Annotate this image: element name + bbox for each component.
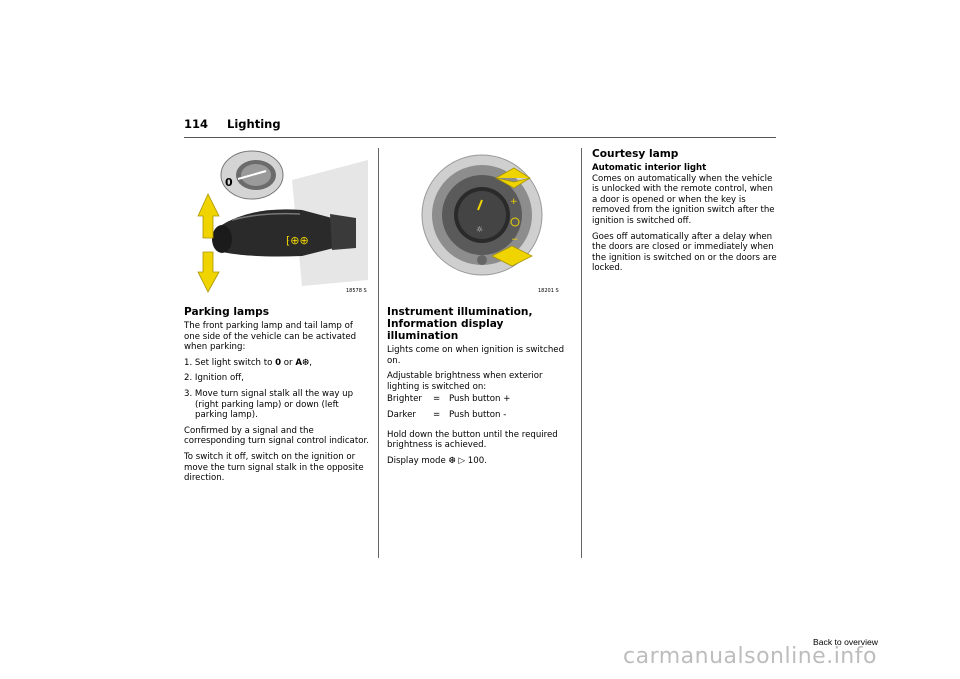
svg-text:−: − [511,235,519,245]
header-rule [184,137,776,138]
step-3: 3. Move turn signal stalk all the way up (right parking lamp) or down (left parking lamp). [184,388,354,421]
display-mode-reference: Display mode ❆ ▷ 100. [387,455,487,466]
switch-off-paragraph: To switch it off, switch on the ignition or move the turn signal stalk in the opposite direction. [184,451,364,484]
brightness-table [387,394,573,420]
parking-lamps-heading: Parking lamps [184,306,270,318]
step-2: 2. Ignition off, [184,373,244,384]
page-number: 114 [184,117,209,131]
column-divider-1 [378,148,379,558]
parking-intro: The front parking lamp and tail lamp of one side of the vehicle can be activated when parking: [184,321,357,353]
switch-position-label: 0 [225,176,233,189]
illumination-para-3: Hold down the button until the required brightness is achieved. [387,429,558,451]
page-header [184,117,281,131]
illumination-para-2: Adjustable brightness when exterior lighting is switched on: [387,371,543,392]
watermark: carmanualsonline.info [623,644,877,669]
courtesy-para-2: Goes off automatically after a delay when the doors are closed or immediately when the ignition is switched on or the doors are locked. [592,231,777,274]
svg-text:☼: ☼ [476,225,484,234]
dial-figure [388,152,572,296]
automatic-interior-light-subheading: Automatic interior light [592,163,707,173]
table-cell: Brighter [387,394,422,405]
step-1: 1. Set light switch to 0 or A❆, [184,357,312,368]
column-parking-lamps [184,306,370,489]
column-instrument-illumination [387,306,573,471]
table-cell: Push button + [449,394,511,405]
instrument-illumination-heading: Instrument illumination, Information display illumination [387,306,533,342]
figure-code: 18578 S [346,288,367,294]
table-cell: = [433,409,441,420]
svg-text:⁅⊕⊕: ⁅⊕⊕ [286,234,309,247]
confirm-paragraph: Confirmed by a signal and the corresponding turn signal control indicator. [184,425,369,447]
page-ref-arrow-icon: ▷ [458,455,466,466]
column-courtesy-lamp [592,148,778,279]
courtesy-para-1: Comes on automatically when the vehicle is unlocked with the remote control, when a door is opened or when the key is removed from the ignition switch after the ignition is switched off. [592,173,775,226]
courtesy-lamp-heading: Courtesy lamp [592,148,679,160]
light-switch-inset [221,151,283,199]
svg-text:+: + [510,197,518,207]
column-divider-2 [581,148,582,558]
stalk-figure [192,148,368,296]
figure-code: 18201 S [538,288,559,294]
table-cell: = [433,394,441,405]
back-to-overview-link[interactable]: Back to overview [813,637,878,647]
table-cell: Push button - [449,409,507,420]
table-cell: Darker [387,409,416,420]
illumination-para-1: Lights come on when ignition is switched on. [387,345,565,366]
section-title: Lighting [227,117,281,131]
